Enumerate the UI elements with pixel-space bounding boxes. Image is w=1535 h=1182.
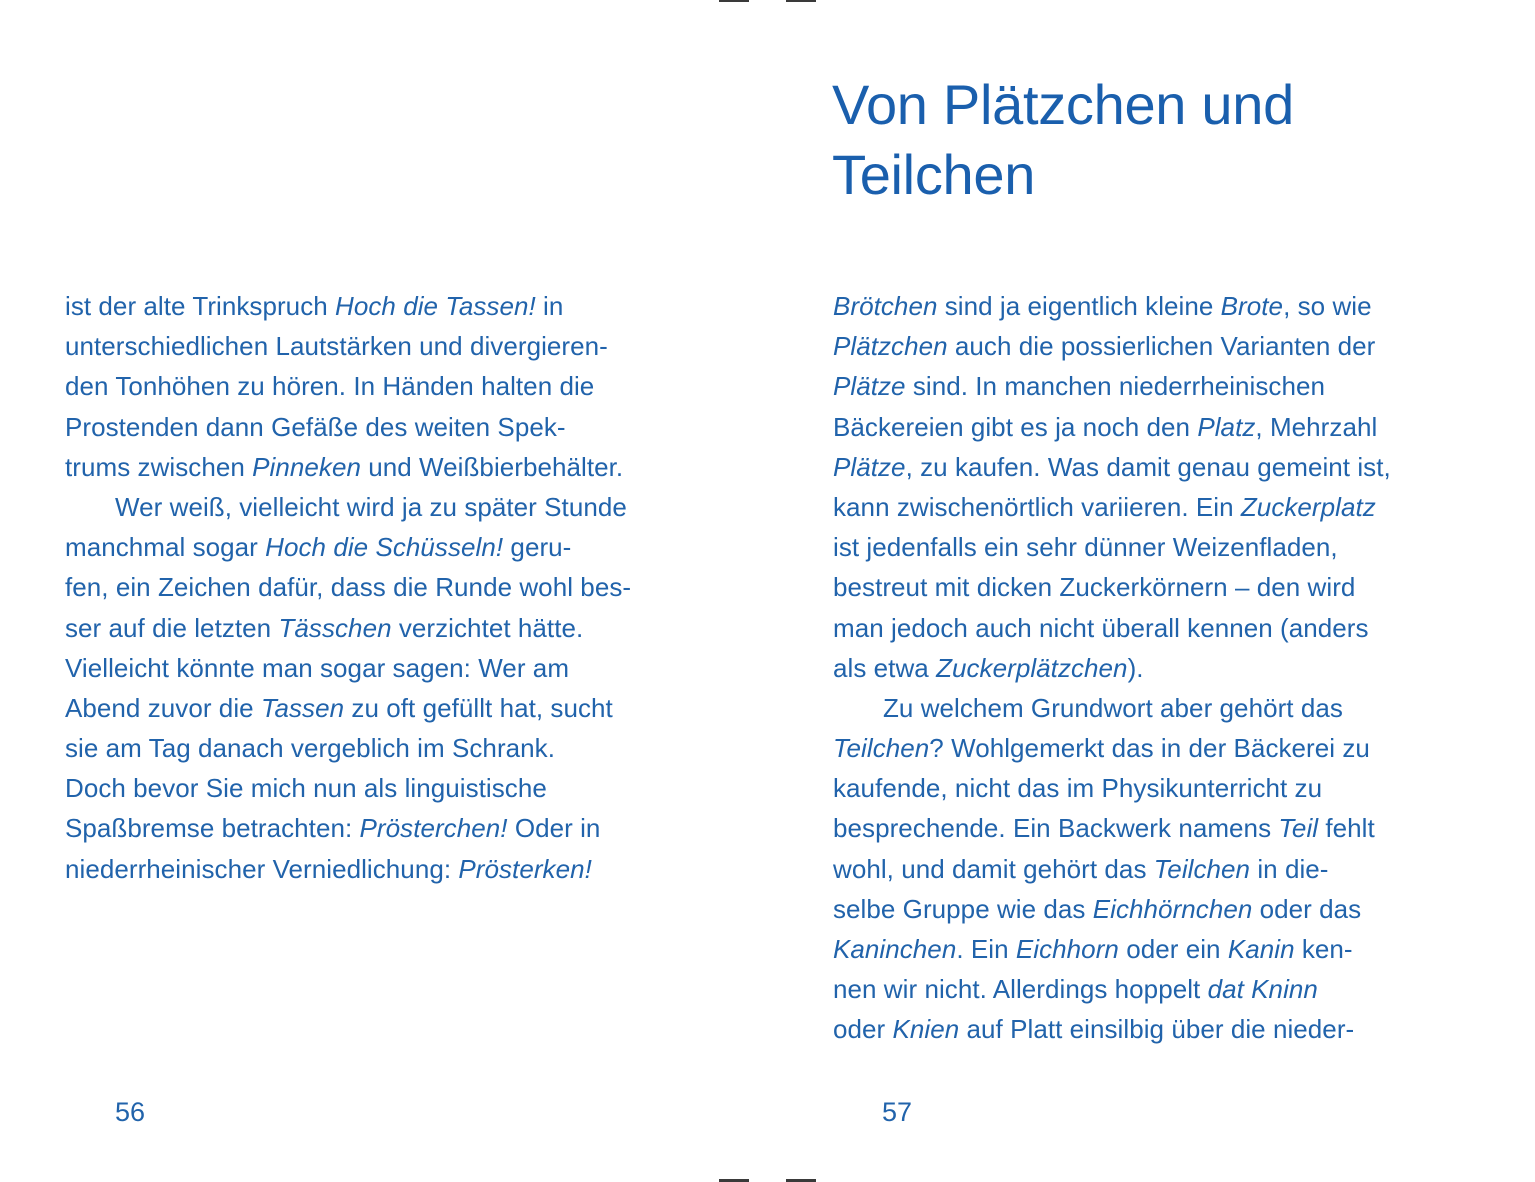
text-run: Vielleicht könnte man sogar sagen: Wer am [65,652,570,683]
text-line [833,768,1391,808]
text-run: ist jedenfalls ein sehr dünner Weizenfladen, [833,532,1338,563]
text-run: man jedoch auch nicht überall kennen (anders [833,612,1369,643]
italic-term: Platz [1197,411,1256,442]
text-run: Prostenden dann Gefäße des weiten Spek- [65,411,566,442]
italic-term: Brote [1220,291,1284,321]
text-line [65,407,631,447]
italic-term: Zuckerplatz [1240,491,1376,522]
italic-term: Plätze [833,371,906,402]
text-run: trums zwischen [65,451,253,482]
text-run: manchmal sogar [65,532,266,563]
text-line [833,688,1391,728]
right-body-text [833,286,1391,1050]
italic-term: Hoch die Schüsseln! [265,532,504,563]
text-run: ser auf die letzten [65,612,279,643]
italic-term: Teilchen [833,733,930,764]
text-run: ? Wohlgemerkt das in der Bäckerei zu [929,733,1370,764]
text-line [833,447,1391,487]
text-run: und Weißbierbehälter. [360,451,624,482]
text-run: Doch bevor Sie mich nun als linguistische [65,773,547,804]
text-line [833,527,1391,567]
text-line [65,768,631,808]
italic-term: Zuckerplätzchen [936,652,1128,683]
italic-term: Teil [1278,813,1319,844]
chapter-title-line-1: Von Plätzchen und [832,73,1294,136]
text-run: oder ein [1118,934,1228,964]
text-line [65,849,631,889]
chapter-title-line-2: Teilchen [832,143,1036,206]
text-line [833,286,1391,326]
text-run: , so wie [1283,291,1372,321]
italic-term: Plätze [833,451,906,482]
text-run: auf Platt einsilbig über die nieder- [959,1014,1355,1045]
text-line [65,366,631,406]
italic-term: Prösterchen! [359,813,508,844]
italic-term: Eichhörnchen [1092,893,1253,924]
text-run: Wer weiß, vielleicht wird ja zu später Stunde [115,491,627,522]
page-number-right: 57 [882,1097,913,1127]
text-line [833,849,1391,889]
italic-term: Plätzchen [833,331,948,362]
text-line [833,929,1391,969]
text-run: sind. In manchen niederrheinischen [905,371,1326,402]
text-line [65,286,631,326]
text-run: verzichtet hätte. [391,612,584,643]
text-run: unterschiedlichen Lautstärken und divergieren- [65,331,608,362]
italic-term: Knien [892,1014,960,1045]
text-run: ). [1127,652,1144,683]
text-run: sie am Tag danach vergeblich im Schrank. [65,733,555,764]
text-line [833,728,1391,768]
text-run: Zu welchem Grundwort aber gehört das [883,692,1343,723]
text-run: oder [833,1014,893,1045]
text-line [833,808,1391,848]
text-line [833,326,1391,366]
text-line [65,608,631,648]
text-run: als etwa [833,652,937,683]
text-line [65,808,631,848]
text-line [833,969,1391,1009]
text-run: sind ja eigentlich kleine [937,291,1221,321]
text-run: fehlt [1318,813,1375,844]
text-line [833,648,1391,688]
italic-term: Pinneken [252,451,361,482]
text-run: zu oft gefüllt hat, sucht [344,692,613,723]
text-line [65,326,631,366]
text-run: fen, ein Zeichen dafür, dass die Runde wohl bes- [65,572,632,603]
text-run: nen wir nicht. Allerdings hoppelt [833,974,1208,1005]
text-run: Spaßbremse betrachten: [65,813,360,844]
text-run: oder das [1252,893,1362,924]
italic-term: Teilchen [1153,853,1251,884]
text-line [833,889,1391,929]
left-page [0,0,767,1181]
text-line [833,1009,1391,1049]
text-line [65,487,631,527]
text-line [833,608,1391,648]
italic-term: Kaninchen [833,934,957,964]
text-run: den Tonhöhen zu hören. In Händen halten die [65,371,595,402]
text-run: , Mehrzahl [1255,411,1378,442]
text-run: bestreut mit dicken Zuckerkörnern – den wird [833,572,1356,603]
chapter-title [832,70,1294,210]
text-run: Bäckereien gibt es ja noch den [833,411,1198,442]
text-run: ken- [1294,934,1353,964]
text-run: besprechende. Ein Backwerk namens [833,813,1279,844]
text-run: kaufende, nicht das im Physikunterricht zu [833,773,1323,804]
italic-term: dat Kninn [1207,974,1318,1005]
italic-term: Kanin [1227,934,1295,964]
text-run: niederrheinischer Verniedlichung: [65,853,459,884]
text-run: . Ein [956,934,1016,964]
page-number-left: 56 [115,1097,146,1127]
left-body-text [65,286,631,889]
text-run: wohl, und damit gehört das [833,853,1154,884]
text-run: ist der alte Trinkspruch [65,291,336,321]
text-run: selbe Gruppe wie das [833,893,1093,924]
right-page [767,0,1535,1181]
text-line [65,447,631,487]
text-line [65,728,631,768]
italic-term: Prösterken! [458,853,592,884]
text-line [65,688,631,728]
text-line [65,567,631,607]
text-run: geru- [503,532,572,563]
text-run: auch die possierlichen Varianten der [947,331,1376,362]
text-run: kann zwischenörtlich variieren. Ein [833,491,1241,522]
text-line [833,366,1391,406]
text-line [833,487,1391,527]
italic-term: Tassen [260,692,345,723]
italic-term: Eichhorn [1015,934,1119,964]
text-line [65,527,631,567]
text-line [65,648,631,688]
text-run: Abend zuvor die [65,692,261,723]
text-run: in die- [1250,853,1329,884]
italic-term: Hoch die Tassen! [335,291,536,321]
text-run: , zu kaufen. Was damit genau gemeint ist, [905,451,1391,482]
text-line [833,407,1391,447]
italic-term: Tässchen [278,612,392,643]
text-line [833,567,1391,607]
text-run: Oder in [507,813,601,844]
text-run: in [535,291,564,321]
italic-term: Brötchen [833,291,938,321]
